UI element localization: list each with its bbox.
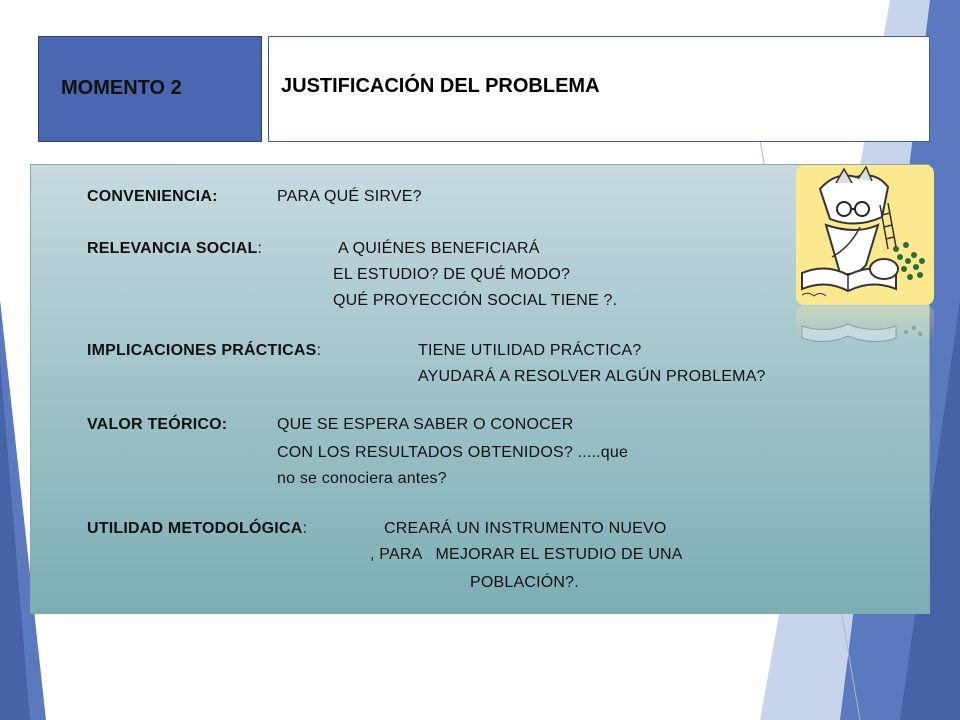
relevancia-line-1: A QUIÉNES BENEFICIARÁ: [338, 240, 540, 257]
page-title: JUSTIFICACIÓN DEL PROBLEMA: [281, 75, 600, 97]
reading-character-illustration: [796, 165, 934, 305]
moment-box: [38, 36, 262, 142]
utilidad-label: UTILIDAD METODOLÓGICA: [87, 520, 303, 537]
relevancia-line-2: EL ESTUDIO? DE QUÉ MODO?: [333, 266, 571, 283]
utilidad-line-2: , PARA MEJORAR EL ESTUDIO DE UNA: [370, 546, 683, 563]
valor-row: [87, 416, 227, 434]
relevancia-colon: :: [257, 240, 263, 257]
conveniencia-row: [87, 188, 218, 206]
moment-label: MOMENTO 2: [61, 77, 182, 99]
illustration-reflection: [796, 306, 934, 342]
valor-line-3: no se conociera antes?: [277, 470, 447, 487]
utilidad-line-3: POBLACIÓN?.: [470, 574, 579, 591]
cartoon-icon: [796, 165, 934, 305]
conveniencia-text: PARA QUÉ SIRVE?: [277, 188, 422, 205]
relevancia-row: [87, 240, 262, 258]
conveniencia-label: CONVENIENCIA:: [87, 188, 218, 205]
implicaciones-line-1: TIENE UTILIDAD PRÁCTICA?: [418, 342, 642, 359]
reflection-icon: [796, 306, 934, 342]
relevancia-line-3: QUÉ PROYECCIÓN SOCIAL TIENE ?.: [333, 292, 618, 309]
implicaciones-colon: :: [316, 342, 322, 359]
implicaciones-label: IMPLICACIONES PRÁCTICAS: [87, 342, 317, 359]
utilidad-colon: :: [302, 520, 308, 537]
implicaciones-line-2: AYUDARÁ A RESOLVER ALGÚN PROBLEMA?: [418, 368, 766, 385]
implicaciones-row: [87, 342, 321, 360]
utilidad-line-1: CREARÁ UN INSTRUMENTO NUEVO: [384, 520, 667, 537]
valor-line-2: CON LOS RESULTADOS OBTENIDOS? .....que: [277, 444, 629, 461]
valor-line-1: QUE SE ESPERA SABER O CONOCER: [277, 416, 574, 433]
relevancia-label: RELEVANCIA SOCIAL: [87, 240, 258, 257]
utilidad-row: [87, 520, 307, 538]
title-box: [268, 36, 930, 142]
valor-label: VALOR TEÓRICO:: [87, 416, 228, 433]
